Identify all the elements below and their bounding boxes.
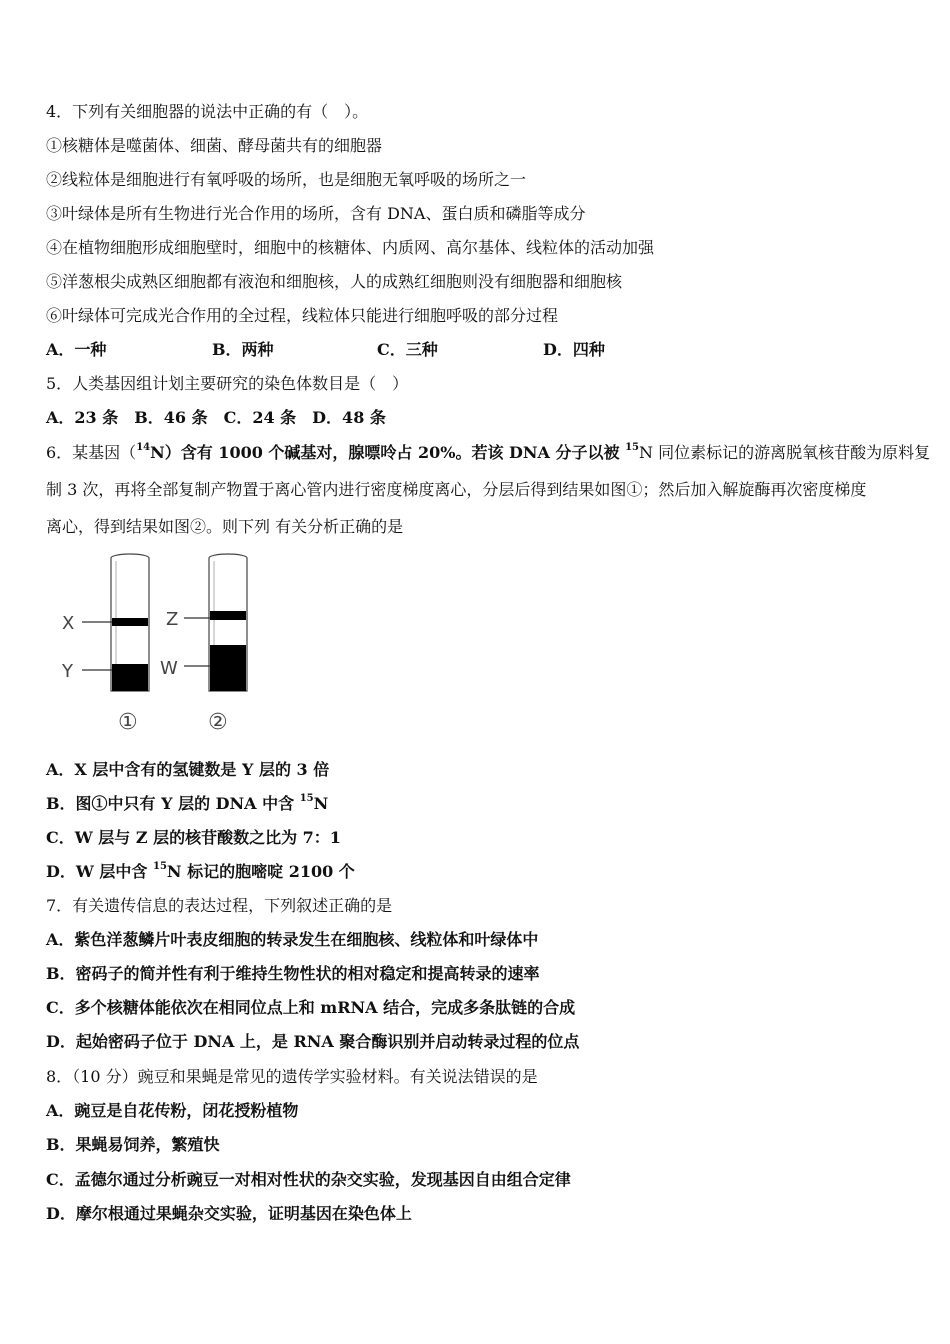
q4-option-b: B．两种	[212, 340, 274, 359]
q4-item-3: ③叶绿体是所有生物进行光合作用的场所，含有 DNA、蛋白质和磷脂等成分	[46, 204, 586, 223]
tube-2-label: ②	[208, 710, 228, 735]
q6-option-d	[46, 862, 355, 882]
q4-option-c: C．三种	[377, 340, 438, 359]
tube-2-band-w	[210, 645, 246, 691]
q4-item-5: ⑤洋葱根尖成熟区细胞都有液泡和细胞核，人的成熟红细胞则没有细胞器和细胞核	[46, 272, 623, 291]
q4-stem: 4．下列有关细胞器的说法中正确的有（ ）。	[46, 102, 369, 121]
q8-option-c: C．孟德尔通过分析豌豆一对相对性状的杂交实验，发现基因自由组合定律	[46, 1170, 571, 1189]
tube-2-band-z	[210, 611, 246, 620]
label-w: W	[160, 658, 178, 679]
q6-stem-line-1	[46, 443, 930, 463]
q6-stem-part-3: N 同位素标记的游离脱氧核苷酸为原料复	[639, 443, 931, 462]
q4-option-d: D．四种	[543, 340, 605, 359]
label-x: X	[62, 613, 75, 634]
q6-option-d-sup: 15	[153, 860, 167, 872]
q6-stem-line-3: 离心，得到结果如图②。则下列 有关分析正确的是	[46, 517, 404, 536]
tube-1-band-y	[112, 664, 148, 691]
q7-option-b: B．密码子的简并性有利于维持生物性状的相对稳定和提高转录的速率	[46, 964, 540, 983]
q6-stem-part-2: N）含有 1000 个碱基对，腺嘌呤占 20%。若该 DNA 分子以被	[150, 443, 626, 462]
tube-2	[184, 554, 247, 691]
q6-option-b-post: N	[313, 794, 329, 813]
q4-item-6: ⑥叶绿体可完成光合作用的全过程，线粒体只能进行细胞呼吸的部分过程	[46, 306, 559, 325]
q6-option-d-text: D．W 层中含	[46, 862, 153, 881]
q6-option-b	[46, 794, 328, 814]
label-z: Z	[166, 609, 179, 630]
tube-1-band-x	[112, 618, 148, 626]
q5-options: A．23 条 B．46 条 C．24 条 D．48 条	[46, 408, 386, 427]
q6-option-d-post: N 标记的胞嘧啶 2100 个	[166, 862, 355, 881]
q8-option-d: D．摩尔根通过果蝇杂交实验，证明基因在染色体上	[46, 1204, 412, 1223]
centrifuge-tubes-figure	[46, 548, 286, 743]
q8-option-a: A．豌豆是自花传粉，闭花授粉植物	[46, 1101, 299, 1120]
q7-option-a: A．紫色洋葱鳞片叶表皮细胞的转录发生在细胞核、线粒体和叶绿体中	[46, 930, 539, 949]
q5-stem: 5．人类基因组计划主要研究的染色体数目是（ ）	[46, 374, 409, 393]
q6-option-c: C．W 层与 Z 层的核苷酸数之比为 7：1	[46, 828, 341, 847]
q8-stem: 8．（10 分）豌豆和果蝇是常见的遗传学实验材料。有关说法错误的是	[46, 1067, 538, 1086]
q7-option-d: D．起始密码子位于 DNA 上，是 RNA 聚合酶识别并启动转录过程的位点	[46, 1032, 580, 1051]
q4-item-2: ②线粒体是细胞进行有氧呼吸的场所，也是细胞无氧呼吸的场所之一	[46, 170, 527, 189]
q6-option-b-text: B．图①中只有 Y 层的 DNA 中含	[46, 794, 300, 813]
q7-stem: 7．有关遗传信息的表达过程，下列叙述正确的是	[46, 896, 393, 915]
q7-option-c: C．多个核糖体能依次在相同位点上和 mRNA 结合，完成多条肽链的合成	[46, 998, 576, 1017]
q6-option-a: A．X 层中含有的氢键数是 Y 层的 3 倍	[46, 760, 330, 779]
q4-item-4: ④在植物细胞形成细胞壁时，细胞中的核糖体、内质网、高尔基体、线粒体的活动加强	[46, 238, 655, 257]
q6-sup-15: 15	[625, 441, 639, 453]
q4-option-a: A．一种	[46, 340, 107, 359]
q6-stem-line-2: 制 3 次，再将全部复制产物置于离心管内进行密度梯度离心，分层后得到结果如图①；然后加入解旋酶再次密度梯度	[46, 480, 867, 499]
q4-item-1: ①核糖体是噬菌体、细菌、酵母菌共有的细胞器	[46, 136, 383, 155]
tube-1	[82, 554, 149, 691]
q8-option-b: B．果蝇易饲养，繁殖快	[46, 1135, 220, 1154]
q6-stem-part-1: 6．某基因（	[46, 443, 137, 462]
tube-1-label: ①	[118, 710, 138, 735]
q6-option-b-sup: 15	[299, 792, 314, 804]
q6-sup-14: 14	[136, 441, 151, 453]
label-y: Y	[62, 661, 73, 682]
